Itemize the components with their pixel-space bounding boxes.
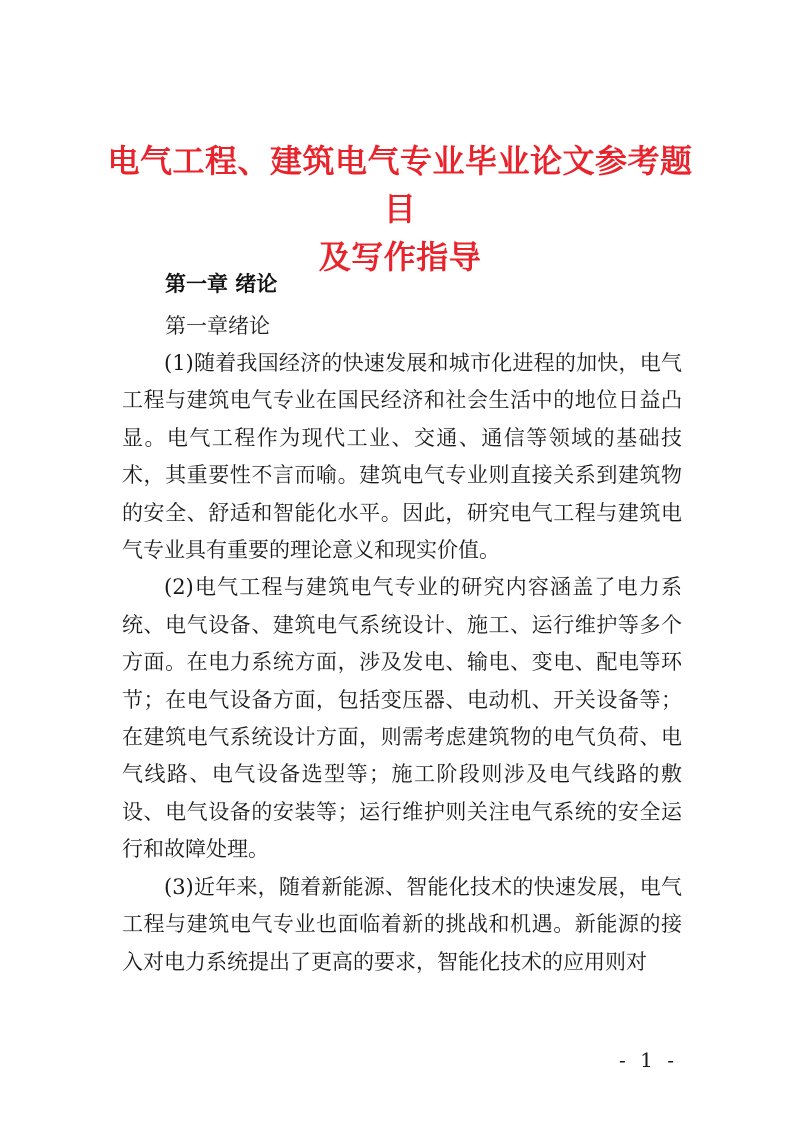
paragraph-3: (3)近年来，随着新能源、智能化技术的快速发展，电气工程与建筑电气专业也面临着新的挑战和机遇。新能源的接入对电力系统提出了更高的要求，智能化技术的应用则对 bbox=[122, 874, 682, 974]
title-line-1: 电气工程、建筑电气专业毕业论文参考题目 bbox=[107, 142, 693, 228]
chapter-heading: 第一章 绪论 bbox=[165, 272, 278, 296]
page-number: - 1 - bbox=[619, 1048, 678, 1072]
document-title bbox=[100, 137, 700, 281]
title-line-2: 及写作指导 bbox=[318, 238, 482, 276]
paragraph-1: (1)随着我国经济的快速发展和城市化进程的加快，电气工程与建筑电气专业在国民经济和社会生活中的地位日益凸显。电气工程作为现代工业、交通、通信等领域的基础技术，其重要性不言而喻。建筑电气专业则直接关系到建筑物的安全、舒适和智能化水平。因此，研究电气工程与建筑电气专业具有重要的理论意义和现实价值。 bbox=[122, 351, 682, 563]
paragraph-2: (2)电气工程与建筑电气专业的研究内容涵盖了电力系统、电气设备、建筑电气系统设计、施工、运行维护等多个方面。在电力系统方面，涉及发电、输电、变电、配电等环节；在电气设备方面，包括变压器、电动机、开关设备等；在建筑电气系统设计方面，则需考虑建筑物的电气负荷、电气线路、电气设备选型等；施工阶段则涉及电气线路的敷设、电气设备的安装等；运行维护则关注电气系统的安全运行和故障处理。 bbox=[122, 575, 682, 862]
body-text bbox=[122, 345, 682, 981]
chapter-subheading: 第一章绪论 bbox=[165, 314, 270, 338]
